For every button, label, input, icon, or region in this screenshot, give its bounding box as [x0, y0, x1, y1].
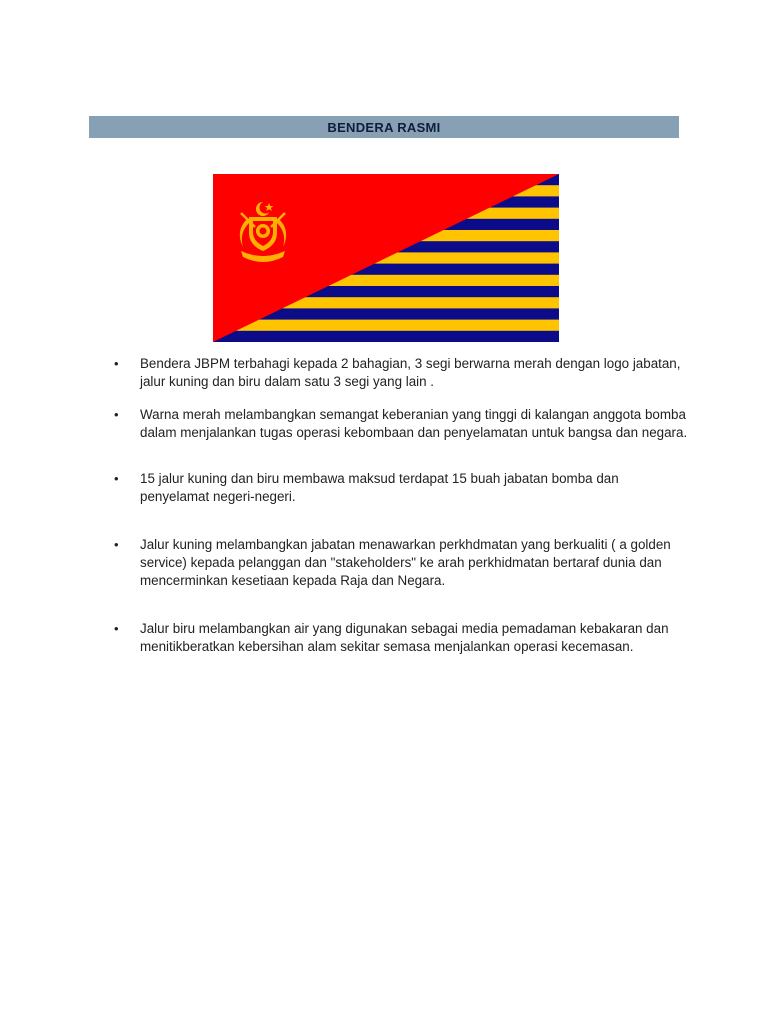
- page-title: BENDERA RASMI: [327, 119, 441, 135]
- bullet-dot: •: [114, 356, 119, 371]
- list-item: [110, 355, 690, 391]
- bullet-dot: •: [114, 621, 119, 636]
- list-item: [110, 620, 690, 656]
- list-item: [110, 536, 690, 590]
- bullet-text: Bendera JBPM terbahagi kepada 2 bahagian, 3 segi berwarna merah dengan logo jabatan, jalur kuning dan biru dalam satu 3 segi yang lain .: [140, 356, 681, 389]
- bullet-dot: •: [114, 471, 119, 486]
- bullet-list: [110, 355, 690, 656]
- flag-stripe-blue: [213, 331, 559, 342]
- title-bar: [89, 116, 679, 138]
- bullet-text: Jalur kuning melambangkan jabatan menawarkan perkhdmatan yang berkualiti ( a golden service) kepada pelanggan dan "stakeholders" ke arah perkhidmatan bertaraf dunia dan mencerminkan kesetiaan kepada Raja dan Negara.: [140, 537, 671, 588]
- bullet-text: Warna merah melambangkan semangat keberanian yang tinggi di kalangan anggota bomba dalam menjalankan tugas operasi kebombaan dan penyelamatan untuk bangsa dan negara.: [140, 407, 688, 440]
- bullet-dot: •: [114, 407, 119, 422]
- list-item: [110, 470, 690, 506]
- jbpm-flag: [213, 174, 559, 342]
- bullet-text: Jalur biru melambangkan air yang digunakan sebagai media pemadaman kebakaran dan menitikberatkan kebersihan alam sekitar semasa menjalankan operasi kecemasan.: [140, 621, 669, 654]
- bullet-dot: •: [114, 537, 119, 552]
- bullet-text: 15 jalur kuning dan biru membawa maksud terdapat 15 buah jabatan bomba dan penyelamat negeri-negeri.: [140, 471, 619, 504]
- list-item: [110, 406, 690, 442]
- flag-stripe-yellow: [213, 320, 559, 332]
- flag-graphic: [213, 174, 559, 342]
